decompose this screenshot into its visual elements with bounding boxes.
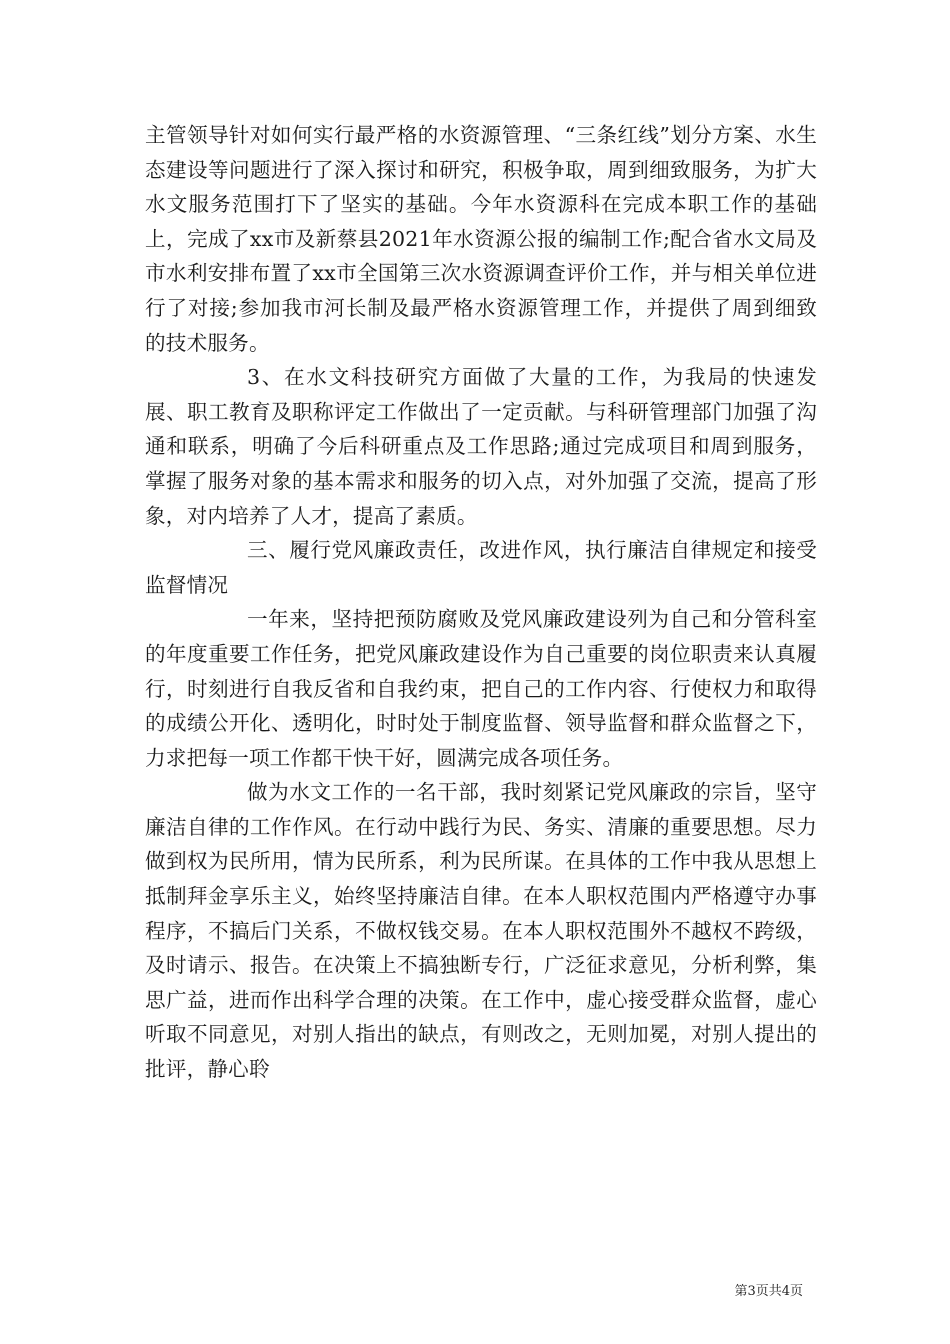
paragraph-self-discipline: 做为水文工作的一名干部，我时刻紧记党风廉政的宗旨，坚守廉洁自律的工作作风。在行动中践行为民、务实、清廉的重要思想。尽力做到权为民所用，情为民所系，利为民所谋。在具体的工作中我从思想上抵制拜金享乐主义，始终坚持廉洁自律。在本人职权范围内严格遵守办事程序，不搞后门关系，不做权钱交易。在本人职权范围外不越权不跨级，及时请示、报告。在决策上不搞独断专行，广泛征求意见，分析利弊，集思广益，进而作出科学合理的决策。在工作中，虚心接受群众监督，虚心听取不同意见，对别人指出的缺点，有则改之，无则加冕，对别人提出的批评，静心聆 [145,780,817,1082]
paragraph-resources-work: 主管领导针对如何实行最严格的水资源管理、“三条红线”划分方案、水生态建设等问题进行了深入探讨和研究，积极争取，周到细致服务，为扩大水文服务范围打下了坚实的基础。今年水资源科在完成本职工作的基础上，完成了xx市及新蔡县2021年水资源公报的编制工作;配合省水文局及市水利安排布置了xx市全国第三次水资源调查评价工作，并与相关单位进行了对接;参加我市河长制及最严格水资源管理工作，并提供了周到细致的技术服务。 [145,123,817,355]
document-body [145,118,817,1087]
section-heading-integrity: 三、履行党风廉政责任，改进作风，执行廉洁自律规定和接受监督情况 [145,538,817,597]
paragraph-anti-corruption: 一年来，坚持把预防腐败及党风廉政建设列为自己和分管科室的年度重要工作任务，把党风廉政建设作为自己重要的岗位职责来认真履行，时刻进行自我反省和自我约束，把自己的工作内容、行使权力和取得的成绩公开化、透明化，时时处于制度监督、领导监督和群众监督之下，力求把每一项工作都干快干好，圆满完成各项任务。 [145,607,817,770]
page-number: 第3页共4页 [734,1284,803,1299]
paragraph-research-work: 3、在水文科技研究方面做了大量的工作，为我局的快速发展、职工教育及职称评定工作做出了一定贡献。与科研管理部门加强了沟通和联系，明确了今后科研重点及工作思路;通过完成项目和周到服务，掌握了服务对象的基本需求和服务的切入点，对外加强了交流，提高了形象，对内培养了人才，提高了素质。 [145,365,817,528]
